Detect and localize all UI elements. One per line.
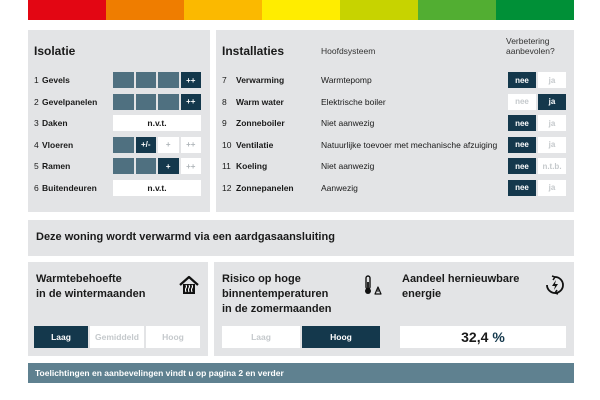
rating-cell — [113, 137, 134, 153]
toggle-ja: ja — [538, 72, 566, 88]
improvement-toggle — [508, 72, 566, 88]
hoofdsysteem-value: Niet aanwezig — [321, 118, 375, 128]
toggle-ja: ja — [538, 94, 566, 110]
isolatie-row — [28, 137, 210, 153]
isolatie-row — [28, 115, 210, 131]
hernieuwbaar-unit: % — [492, 329, 505, 345]
row-name: Gevels — [42, 75, 70, 85]
row-number: 2 — [34, 96, 39, 107]
risico-scale — [222, 326, 380, 348]
row-number: 7 — [222, 75, 227, 85]
recycle-energy-icon — [544, 274, 566, 296]
row-name: Vloeren — [42, 139, 74, 150]
heating-note — [28, 220, 574, 256]
row-number: 12 — [222, 182, 232, 193]
hernieuwbaar-value: 32,4 — [461, 329, 489, 345]
row-number: 4 — [34, 139, 39, 150]
aanbevolen-header: aanbevolen? — [506, 46, 555, 56]
verbetering-header: Verbetering — [506, 36, 550, 46]
rating-cell: + — [158, 158, 179, 174]
hoofdsysteem-value: Niet aanwezig — [321, 161, 375, 171]
label-segment — [28, 0, 106, 20]
improvement-toggle — [508, 180, 566, 196]
insulation-rating-bar — [113, 72, 201, 88]
heating-note-text: Deze woning wordt verwarmd via een aardgasaansluiting — [36, 231, 335, 243]
rating-cell: ++ — [181, 158, 202, 174]
toggle-nee: nee — [508, 158, 536, 174]
improvement-toggle — [508, 115, 566, 131]
row-name: Ramen — [42, 161, 71, 171]
toggle-ja: n.t.b. — [538, 158, 566, 174]
row-number: 3 — [34, 118, 39, 128]
label-segment — [184, 0, 262, 20]
row-name: Warm water — [236, 96, 284, 107]
row-number: 11 — [222, 161, 231, 171]
row-number: 9 — [222, 118, 227, 128]
footer-banner — [28, 363, 574, 383]
row-name: Zonnepanelen — [236, 182, 294, 193]
energy-label-bar — [28, 0, 574, 20]
row-name: Daken — [42, 118, 68, 128]
isolatie-title: Isolatie — [34, 44, 76, 58]
installaties-title: Installaties — [222, 44, 285, 58]
scale-option: Hoog — [302, 326, 380, 348]
hernieuwbaar-value-box — [400, 326, 566, 348]
row-name: Verwarming — [236, 75, 285, 85]
installatie-row — [216, 180, 574, 196]
installaties-panel — [216, 30, 574, 212]
improvement-toggle — [508, 137, 566, 153]
rating-cell — [136, 158, 157, 174]
rating-cell: ++ — [181, 137, 202, 153]
insulation-rating-bar — [113, 158, 201, 174]
toggle-nee: nee — [508, 115, 536, 131]
row-number: 5 — [34, 161, 39, 171]
isolatie-row — [28, 72, 210, 88]
risico-title: Risico op hoge binnentemperaturen in de zomermaanden — [222, 273, 332, 315]
rating-cell: +/- — [136, 137, 157, 153]
scale-option: Gemiddeld — [90, 326, 144, 348]
label-segment — [106, 0, 184, 20]
improvement-toggle — [508, 94, 566, 110]
hoofdsysteem-value: Aanwezig — [321, 182, 358, 193]
toggle-ja: ja — [538, 137, 566, 153]
hernieuwbaar-title: Aandeel hernieuwbare energie — [402, 273, 520, 300]
installatie-row — [216, 72, 574, 88]
row-name: Ventilatie — [236, 139, 274, 150]
rating-cell — [113, 158, 134, 174]
insulation-rating-bar — [113, 94, 201, 110]
isolatie-row — [28, 180, 210, 196]
isolatie-panel — [28, 30, 210, 212]
toggle-ja: ja — [538, 115, 566, 131]
improvement-toggle — [508, 158, 566, 174]
label-segment — [496, 0, 574, 20]
label-segment — [340, 0, 418, 20]
rating-cell — [158, 72, 179, 88]
label-segment — [418, 0, 496, 20]
scale-option: Hoog — [146, 326, 200, 348]
isolatie-row — [28, 94, 210, 110]
rating-cell: + — [158, 137, 179, 153]
hoofdsysteem-value: Natuurlijke toevoer met mechanische afzuiging — [321, 139, 498, 150]
label-segment — [262, 0, 340, 20]
row-name: Gevelpanelen — [42, 96, 98, 107]
house-heat-icon — [178, 274, 200, 296]
rating-cell — [136, 94, 157, 110]
footer-text: Toelichtingen en aanbevelingen vindt u op pagina 2 en verder — [35, 368, 284, 378]
rating-cell: ++ — [181, 94, 202, 110]
scale-option: Laag — [222, 326, 300, 348]
installatie-row — [216, 137, 574, 153]
row-number: 8 — [222, 96, 227, 107]
risico-card — [214, 262, 394, 356]
hoofdsysteem-value: Elektrische boiler — [321, 96, 386, 107]
toggle-nee: nee — [508, 180, 536, 196]
hoofdsysteem-header: Hoofdsysteem — [321, 46, 376, 56]
rating-cell: ++ — [181, 72, 202, 88]
toggle-nee: nee — [508, 72, 536, 88]
rating-cell — [113, 72, 134, 88]
installatie-row — [216, 158, 574, 174]
insulation-rating-bar — [113, 137, 201, 153]
installatie-row — [216, 94, 574, 110]
row-name: Buitendeuren — [42, 182, 97, 193]
rating-cell — [113, 94, 134, 110]
scale-option: Laag — [34, 326, 88, 348]
warmtebehoefte-scale — [34, 326, 200, 348]
thermometer-warning-icon — [360, 274, 382, 296]
hoofdsysteem-value: Warmtepomp — [321, 75, 372, 85]
row-name: Koeling — [236, 161, 268, 171]
toggle-nee: nee — [508, 94, 536, 110]
installatie-row — [216, 115, 574, 131]
nvt-value: n.v.t. — [113, 115, 201, 131]
toggle-ja: ja — [538, 180, 566, 196]
row-number: 1 — [34, 75, 39, 85]
warmtebehoefte-title: Warmtebehoefte in de wintermaanden — [36, 273, 146, 300]
row-number: 6 — [34, 182, 39, 193]
rating-cell — [158, 94, 179, 110]
row-number: 10 — [222, 139, 232, 150]
nvt-value: n.v.t. — [113, 180, 201, 196]
row-name: Zonneboiler — [236, 118, 285, 128]
isolatie-row — [28, 158, 210, 174]
hernieuwbaar-card — [394, 262, 574, 356]
rating-cell — [136, 72, 157, 88]
warmtebehoefte-card — [28, 262, 208, 356]
toggle-nee: nee — [508, 137, 536, 153]
